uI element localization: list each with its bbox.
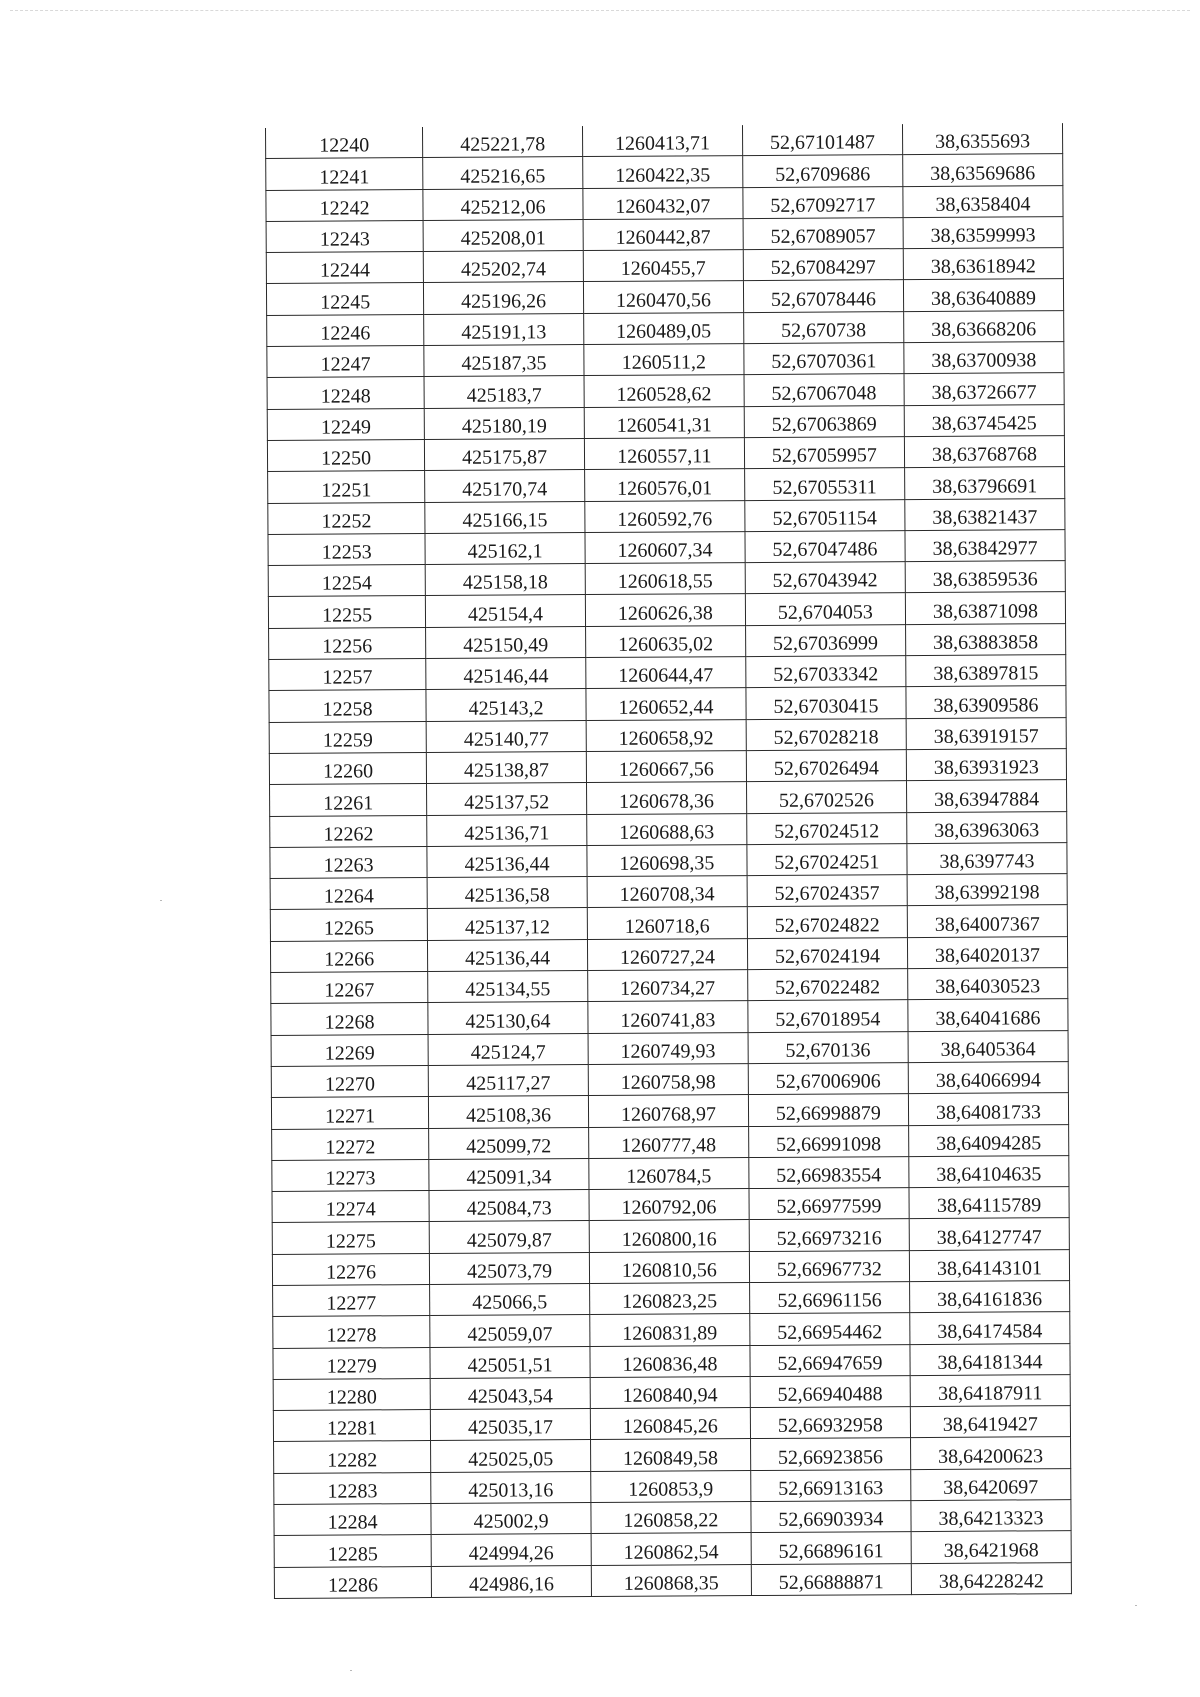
latitude-cell: 52,66973216: [749, 1219, 909, 1251]
longitude-cell: 38,63821437: [905, 498, 1065, 530]
coordinates-table: [265, 123, 1072, 1599]
latitude-cell: 52,66932958: [750, 1407, 910, 1439]
longitude-cell: 38,6355693: [902, 123, 1062, 155]
longitude-cell: 38,6405364: [908, 1030, 1068, 1062]
x-coordinate-cell: 425136,58: [427, 877, 587, 909]
longitude-cell: 38,63883858: [905, 623, 1065, 655]
latitude-cell: 52,66913163: [751, 1469, 911, 1501]
x-coordinate-cell: 425134,55: [428, 971, 588, 1003]
longitude-cell: 38,64213323: [911, 1500, 1071, 1532]
latitude-cell: 52,6702526: [746, 781, 906, 813]
latitude-cell: 52,67063869: [744, 405, 904, 437]
latitude-cell: 52,67092717: [743, 186, 903, 218]
point-number-cell: 12273: [272, 1159, 429, 1191]
y-coordinate-cell: 1260422,35: [583, 156, 743, 188]
y-coordinate-cell: 1260541,31: [584, 406, 744, 438]
y-coordinate-cell: 1260868,35: [591, 1564, 751, 1596]
scan-speck: [1135, 1605, 1137, 1606]
longitude-cell: 38,64143101: [909, 1249, 1069, 1281]
latitude-cell: 52,67036999: [745, 624, 905, 656]
point-number-cell: 12272: [272, 1128, 429, 1160]
y-coordinate-cell: 1260576,01: [585, 469, 745, 501]
longitude-cell: 38,63618942: [903, 248, 1063, 280]
y-coordinate-cell: 1260862,54: [591, 1533, 751, 1565]
y-coordinate-cell: 1260845,26: [590, 1408, 750, 1440]
x-coordinate-cell: 425146,44: [426, 658, 586, 690]
latitude-cell: 52,66961156: [749, 1282, 909, 1314]
y-coordinate-cell: 1260858,22: [591, 1502, 751, 1534]
table-row: [274, 1531, 1071, 1567]
x-coordinate-cell: 425043,54: [430, 1377, 590, 1409]
y-coordinate-cell: 1260784,5: [589, 1157, 749, 1189]
point-number-cell: 12266: [270, 940, 427, 972]
latitude-cell: 52,67026494: [746, 750, 906, 782]
latitude-cell: 52,67047486: [745, 530, 905, 562]
point-number-cell: 12243: [266, 220, 423, 252]
longitude-cell: 38,64020137: [907, 936, 1067, 968]
latitude-cell: 52,670738: [743, 311, 903, 343]
latitude-cell: 52,67101487: [742, 124, 902, 156]
longitude-cell: 38,63897815: [906, 655, 1066, 687]
longitude-cell: 38,64200623: [910, 1437, 1070, 1469]
point-number-cell: 12259: [269, 721, 426, 753]
latitude-cell: 52,67067048: [744, 374, 904, 406]
longitude-cell: 38,63859536: [905, 561, 1065, 593]
y-coordinate-cell: 1260652,44: [586, 688, 746, 720]
longitude-cell: 38,64115789: [909, 1187, 1069, 1219]
y-coordinate-cell: 1260708,34: [587, 876, 747, 908]
point-number-cell: 12286: [274, 1566, 431, 1598]
x-coordinate-cell: 425158,18: [425, 564, 585, 596]
x-coordinate-cell: 425073,79: [430, 1252, 590, 1284]
latitude-cell: 52,67084297: [743, 249, 903, 281]
point-number-cell: 12275: [272, 1222, 429, 1254]
point-number-cell: 12258: [269, 690, 426, 722]
y-coordinate-cell: 1260442,87: [583, 218, 743, 250]
x-coordinate-cell: 425035,17: [431, 1409, 591, 1441]
longitude-cell: 38,64041686: [908, 999, 1068, 1031]
latitude-cell: 52,67024357: [747, 875, 907, 907]
x-coordinate-cell: 424986,16: [431, 1565, 591, 1597]
x-coordinate-cell: 425066,5: [430, 1284, 590, 1316]
x-coordinate-cell: 425099,72: [429, 1127, 589, 1159]
page-top-edge: [10, 10, 1190, 11]
y-coordinate-cell: 1260528,62: [584, 375, 744, 407]
latitude-cell: 52,66967732: [749, 1250, 909, 1282]
y-coordinate-cell: 1260792,06: [589, 1189, 749, 1221]
x-coordinate-cell: 425143,2: [426, 689, 586, 721]
longitude-cell: 38,63745425: [904, 404, 1064, 436]
y-coordinate-cell: 1260768,97: [588, 1095, 748, 1127]
table-row: [271, 1093, 1068, 1129]
point-number-cell: 12257: [269, 659, 426, 691]
point-number-cell: 12250: [267, 439, 424, 471]
point-number-cell: 12263: [270, 846, 427, 878]
latitude-cell: 52,66991098: [748, 1125, 908, 1157]
x-coordinate-cell: 425187,35: [424, 345, 584, 377]
table-row: [272, 1187, 1069, 1223]
x-coordinate-cell: 425124,7: [428, 1033, 588, 1065]
table-row: [266, 185, 1063, 221]
table-row: [271, 968, 1068, 1004]
point-number-cell: 12247: [267, 346, 424, 378]
table-row: [266, 248, 1063, 284]
table-row: [266, 217, 1063, 253]
longitude-cell: 38,63726677: [904, 373, 1064, 405]
latitude-cell: 52,67006906: [748, 1062, 908, 1094]
latitude-cell: 52,67051154: [745, 499, 905, 531]
table-row: [270, 905, 1067, 941]
table-row: [267, 342, 1064, 378]
longitude-cell: 38,63919157: [906, 717, 1066, 749]
longitude-cell: 38,6420697: [911, 1468, 1071, 1500]
point-number-cell: 12253: [268, 533, 425, 565]
point-number-cell: 12244: [266, 252, 423, 284]
latitude-cell: 52,67024194: [747, 937, 907, 969]
table-row: [272, 1155, 1069, 1191]
longitude-cell: 38,63871098: [905, 592, 1065, 624]
x-coordinate-cell: 425091,34: [429, 1158, 589, 1190]
latitude-cell: 52,67024251: [747, 843, 907, 875]
point-number-cell: 12260: [269, 752, 426, 784]
longitude-cell: 38,63796691: [904, 467, 1064, 499]
point-number-cell: 12285: [274, 1535, 431, 1567]
longitude-cell: 38,63768768: [904, 436, 1064, 468]
latitude-cell: 52,66923856: [750, 1438, 910, 1470]
point-number-cell: 12248: [267, 377, 424, 409]
longitude-cell: 38,63842977: [905, 529, 1065, 561]
longitude-cell: 38,63640889: [903, 279, 1063, 311]
longitude-cell: 38,6397743: [907, 842, 1067, 874]
y-coordinate-cell: 1260413,71: [582, 125, 742, 157]
y-coordinate-cell: 1260698,35: [587, 844, 747, 876]
latitude-cell: 52,67024512: [747, 812, 907, 844]
y-coordinate-cell: 1260777,48: [589, 1126, 749, 1158]
longitude-cell: 38,64081733: [908, 1093, 1068, 1125]
y-coordinate-cell: 1260840,94: [590, 1376, 750, 1408]
latitude-cell: 52,67059957: [744, 437, 904, 469]
point-number-cell: 12245: [266, 283, 423, 315]
x-coordinate-cell: 425136,71: [427, 814, 587, 846]
x-coordinate-cell: 425084,73: [429, 1190, 589, 1222]
longitude-cell: 38,64094285: [909, 1124, 1069, 1156]
y-coordinate-cell: 1260432,07: [583, 187, 743, 219]
y-coordinate-cell: 1260810,56: [589, 1251, 749, 1283]
table-row: [273, 1312, 1070, 1348]
table-row: [271, 1062, 1068, 1098]
point-number-cell: 12240: [266, 127, 423, 159]
longitude-cell: 38,64187911: [910, 1374, 1070, 1406]
table-row: [266, 279, 1063, 315]
scan-speck: [160, 900, 162, 901]
y-coordinate-cell: 1260741,83: [588, 1001, 748, 1033]
table-row: [270, 780, 1067, 816]
table-row: [266, 154, 1063, 190]
longitude-cell: 38,63992198: [907, 874, 1067, 906]
table-row: [268, 467, 1065, 503]
latitude-cell: 52,67028218: [746, 718, 906, 750]
point-number-cell: 12280: [273, 1378, 430, 1410]
x-coordinate-cell: 425162,1: [425, 532, 585, 564]
latitude-cell: 52,66947659: [750, 1344, 910, 1376]
x-coordinate-cell: 425180,19: [424, 407, 584, 439]
point-number-cell: 12284: [274, 1504, 431, 1536]
x-coordinate-cell: 425138,87: [427, 751, 587, 783]
table-row: [273, 1374, 1070, 1410]
point-number-cell: 12267: [271, 972, 428, 1004]
table-row: [271, 999, 1068, 1035]
point-number-cell: 12255: [268, 596, 425, 628]
point-number-cell: 12252: [268, 502, 425, 534]
table-row: [267, 310, 1064, 346]
point-number-cell: 12265: [270, 909, 427, 941]
y-coordinate-cell: 1260853,9: [591, 1470, 751, 1502]
x-coordinate-cell: 425137,12: [427, 908, 587, 940]
y-coordinate-cell: 1260831,89: [590, 1314, 750, 1346]
table-row: [274, 1437, 1071, 1473]
y-coordinate-cell: 1260758,98: [588, 1063, 748, 1095]
x-coordinate-cell: 425150,49: [426, 626, 586, 658]
table-row: [269, 686, 1066, 722]
x-coordinate-cell: 425140,77: [426, 720, 586, 752]
y-coordinate-cell: 1260667,56: [586, 751, 746, 783]
latitude-cell: 52,66954462: [750, 1313, 910, 1345]
latitude-cell: 52,66977599: [749, 1188, 909, 1220]
x-coordinate-cell: 425137,52: [427, 783, 587, 815]
longitude-cell: 38,64127747: [909, 1218, 1069, 1250]
table-row: [273, 1343, 1070, 1379]
table-row: [268, 529, 1065, 565]
longitude-cell: 38,64181344: [910, 1343, 1070, 1375]
longitude-cell: 38,64030523: [908, 968, 1068, 1000]
longitude-cell: 38,64161836: [909, 1281, 1069, 1313]
y-coordinate-cell: 1260678,36: [586, 782, 746, 814]
point-number-cell: 12264: [270, 878, 427, 910]
longitude-cell: 38,63963063: [907, 811, 1067, 843]
longitude-cell: 38,64066994: [908, 1062, 1068, 1094]
y-coordinate-cell: 1260800,16: [589, 1220, 749, 1252]
table-row: [274, 1468, 1071, 1504]
x-coordinate-cell: 425051,51: [430, 1346, 590, 1378]
point-number-cell: 12242: [266, 189, 423, 221]
y-coordinate-cell: 1260489,05: [584, 312, 744, 344]
x-coordinate-cell: 425117,27: [428, 1064, 588, 1096]
longitude-cell: 38,63569686: [903, 154, 1063, 186]
point-number-cell: 12279: [273, 1347, 430, 1379]
point-number-cell: 12270: [271, 1065, 428, 1097]
x-coordinate-cell: 425154,4: [426, 595, 586, 627]
longitude-cell: 38,6419427: [910, 1406, 1070, 1438]
point-number-cell: 12251: [268, 471, 425, 503]
table-row: [272, 1218, 1069, 1254]
x-coordinate-cell: 425196,26: [424, 282, 584, 314]
latitude-cell: 52,67033342: [746, 656, 906, 688]
point-number-cell: 12249: [267, 408, 424, 440]
x-coordinate-cell: 425212,06: [423, 188, 583, 220]
x-coordinate-cell: 425221,78: [423, 126, 583, 158]
x-coordinate-cell: 425013,16: [431, 1471, 591, 1503]
latitude-cell: 52,67022482: [747, 969, 907, 1001]
latitude-cell: 52,66903934: [751, 1501, 911, 1533]
y-coordinate-cell: 1260455,7: [583, 250, 743, 282]
latitude-cell: 52,67030415: [746, 687, 906, 719]
latitude-cell: 52,66998879: [748, 1094, 908, 1126]
y-coordinate-cell: 1260557,11: [584, 438, 744, 470]
latitude-cell: 52,67024822: [747, 906, 907, 938]
table-row: [269, 749, 1066, 785]
longitude-cell: 38,64174584: [910, 1312, 1070, 1344]
table-row: [273, 1406, 1070, 1442]
latitude-cell: 52,6704053: [745, 593, 905, 625]
table-row: [267, 436, 1064, 472]
longitude-cell: 38,6358404: [903, 185, 1063, 217]
y-coordinate-cell: 1260836,48: [590, 1345, 750, 1377]
x-coordinate-cell: 425175,87: [425, 439, 585, 471]
table-row: [266, 123, 1063, 159]
longitude-cell: 38,63599993: [903, 217, 1063, 249]
longitude-cell: 38,64104635: [909, 1155, 1069, 1187]
latitude-cell: 52,67043942: [745, 562, 905, 594]
point-number-cell: 12271: [271, 1097, 428, 1129]
table-row: [268, 498, 1065, 534]
coordinates-table-body: [266, 123, 1072, 1598]
table-row: [270, 936, 1067, 972]
y-coordinate-cell: 1260849,58: [590, 1439, 750, 1471]
longitude-cell: 38,63909586: [906, 686, 1066, 718]
latitude-cell: 52,6709686: [743, 155, 903, 187]
table-row: [269, 655, 1066, 691]
y-coordinate-cell: 1260626,38: [585, 594, 745, 626]
x-coordinate-cell: 425025,05: [431, 1440, 591, 1472]
y-coordinate-cell: 1260470,56: [583, 281, 743, 313]
y-coordinate-cell: 1260644,47: [586, 657, 746, 689]
x-coordinate-cell: 425136,44: [427, 845, 587, 877]
y-coordinate-cell: 1260635,02: [585, 625, 745, 657]
y-coordinate-cell: 1260618,55: [585, 563, 745, 595]
latitude-cell: 52,670136: [748, 1031, 908, 1063]
x-coordinate-cell: 425130,64: [428, 1002, 588, 1034]
x-coordinate-cell: 425191,13: [424, 313, 584, 345]
latitude-cell: 52,66983554: [749, 1156, 909, 1188]
table-row: [269, 717, 1066, 753]
y-coordinate-cell: 1260688,63: [587, 813, 747, 845]
longitude-cell: 38,63700938: [904, 342, 1064, 374]
table-row: [274, 1500, 1071, 1536]
point-number-cell: 12268: [271, 1003, 428, 1035]
point-number-cell: 12281: [273, 1410, 430, 1442]
table-row: [270, 874, 1067, 910]
latitude-cell: 52,66940488: [750, 1375, 910, 1407]
latitude-cell: 52,66888871: [751, 1563, 911, 1595]
longitude-cell: 38,6421968: [911, 1531, 1071, 1563]
longitude-cell: 38,64007367: [907, 905, 1067, 937]
longitude-cell: 38,63931923: [906, 749, 1066, 781]
y-coordinate-cell: 1260734,27: [588, 970, 748, 1002]
y-coordinate-cell: 1260511,2: [584, 344, 744, 376]
x-coordinate-cell: 425059,07: [430, 1315, 590, 1347]
table-row: [270, 842, 1067, 878]
latitude-cell: 52,67089057: [743, 217, 903, 249]
y-coordinate-cell: 1260658,92: [586, 719, 746, 751]
latitude-cell: 52,67055311: [744, 468, 904, 500]
longitude-cell: 38,63947884: [906, 780, 1066, 812]
point-number-cell: 12246: [267, 314, 424, 346]
y-coordinate-cell: 1260592,76: [585, 500, 745, 532]
table-row: [269, 623, 1066, 659]
point-number-cell: 12261: [270, 784, 427, 816]
x-coordinate-cell: 425202,74: [423, 251, 583, 283]
point-number-cell: 12277: [273, 1284, 430, 1316]
table-row: [268, 592, 1065, 628]
longitude-cell: 38,63668206: [904, 310, 1064, 342]
y-coordinate-cell: 1260749,93: [588, 1032, 748, 1064]
x-coordinate-cell: 425079,87: [429, 1221, 589, 1253]
table-row: [274, 1562, 1071, 1598]
x-coordinate-cell: 425208,01: [423, 219, 583, 251]
point-number-cell: 12282: [274, 1441, 431, 1473]
point-number-cell: 12283: [274, 1472, 431, 1504]
table-row: [270, 811, 1067, 847]
x-coordinate-cell: 425002,9: [431, 1503, 591, 1535]
table-row: [272, 1249, 1069, 1285]
x-coordinate-cell: 425216,65: [423, 157, 583, 189]
x-coordinate-cell: 425166,15: [425, 501, 585, 533]
x-coordinate-cell: 424994,26: [431, 1534, 591, 1566]
y-coordinate-cell: 1260718,6: [587, 907, 747, 939]
point-number-cell: 12274: [272, 1191, 429, 1223]
point-number-cell: 12241: [266, 158, 423, 190]
point-number-cell: 12262: [270, 815, 427, 847]
table-row: [273, 1281, 1070, 1317]
point-number-cell: 12256: [269, 627, 426, 659]
longitude-cell: 38,64228242: [911, 1562, 1071, 1594]
point-number-cell: 12254: [268, 565, 425, 597]
point-number-cell: 12278: [273, 1316, 430, 1348]
point-number-cell: 12269: [271, 1034, 428, 1066]
point-number-cell: 12276: [272, 1253, 429, 1285]
x-coordinate-cell: 425183,7: [424, 376, 584, 408]
scan-speck: [350, 1670, 352, 1671]
table-row: [267, 373, 1064, 409]
table-row: [268, 561, 1065, 597]
latitude-cell: 52,67018954: [748, 1000, 908, 1032]
x-coordinate-cell: 425170,74: [425, 470, 585, 502]
table-row: [272, 1124, 1069, 1160]
y-coordinate-cell: 1260727,24: [587, 938, 747, 970]
table-row: [267, 404, 1064, 440]
table-row: [271, 1030, 1068, 1066]
x-coordinate-cell: 425136,44: [428, 939, 588, 971]
latitude-cell: 52,66896161: [751, 1532, 911, 1564]
latitude-cell: 52,67078446: [743, 280, 903, 312]
x-coordinate-cell: 425108,36: [429, 1096, 589, 1128]
latitude-cell: 52,67070361: [744, 343, 904, 375]
y-coordinate-cell: 1260607,34: [585, 531, 745, 563]
y-coordinate-cell: 1260823,25: [589, 1283, 749, 1315]
